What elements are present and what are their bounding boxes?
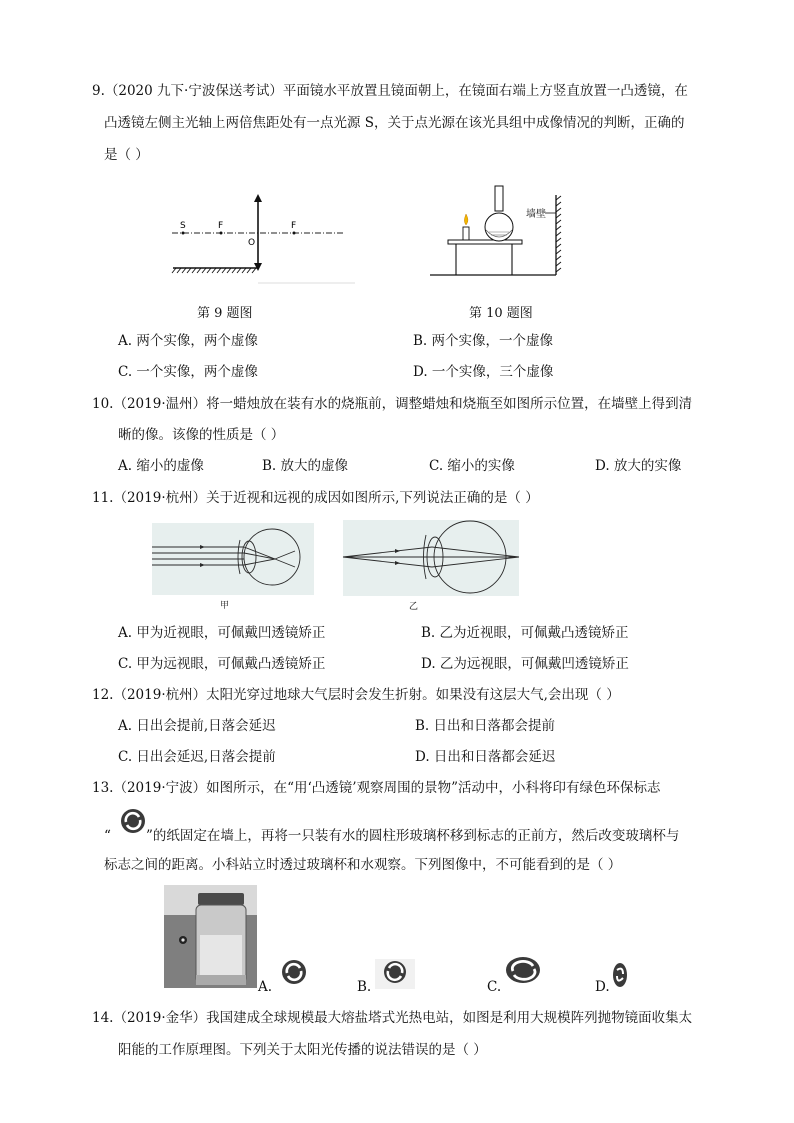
q9-option-a[interactable]: A. 两个实像，两个虚像 [118, 333, 258, 349]
q12-option-d[interactable]: D. 日出和日落都会延迟 [415, 749, 556, 765]
point-f1-label: F [218, 221, 224, 231]
q12-option-c[interactable]: C. 日出会延迟,日落会提前 [118, 749, 276, 765]
q9-option-d[interactable]: D. 一个实像，三个虚像 [413, 364, 554, 380]
q13-option-d[interactable]: D. [595, 979, 610, 995]
q10-option-c[interactable]: C. 缩小的实像 [429, 458, 515, 474]
q11-option-a[interactable]: A. 甲为近视眼，可佩戴凹透镜矫正 [118, 625, 326, 641]
q10-caption: 第 10 题图 [469, 306, 533, 321]
q13-option-c[interactable]: C. [487, 979, 502, 995]
q11-option-d[interactable]: D. 乙为远视眼，可佩戴凹透镜矫正 [421, 656, 629, 672]
q9-line1: 9.（2020 九下·宁波保送考试）平面镜水平放置且镜面朝上，在镜面右端上方竖直放置一凸透镜，在 [92, 83, 688, 99]
q12-option-a[interactable]: A. 日出会提前,日落会延迟 [118, 718, 276, 734]
q9-line2: 凸透镜左侧主光轴上两倍焦距处有一点光源 S，关于点光源在该光具组中成像情况的判断，正确的 [104, 115, 685, 131]
q9-option-c[interactable]: C. 一个实像，两个虚像 [118, 364, 258, 380]
q13-line3: 标志之间的距离。小科站立时透过玻璃杯和水观察。下列图像中，不可能看到的是（ ） [104, 857, 622, 873]
q10-line1: 10.（2019·温州）将一蜡烛放在装有水的烧瓶前，调整蜡烛和烧瓶至如图所示位置，在墙壁上得到清 [92, 396, 693, 412]
point-s-label: S [180, 221, 186, 231]
q11-option-c[interactable]: C. 甲为远视眼，可佩戴凸透镜矫正 [118, 656, 326, 672]
q11-line1: 11.（2019·杭州）关于近视和远视的成因如图所示,下列说法正确的是（ ） [92, 490, 539, 506]
q10-option-d[interactable]: D. 放大的实像 [595, 458, 682, 474]
q14-line1: 14.（2019·金华）我国建成全球规模最大熔盐塔式光热电站，如图是利用大规模阵列抛物镜面收集太 [92, 1010, 693, 1026]
q11-label-jia: 甲 [220, 601, 230, 611]
q9-caption: 第 9 题图 [197, 306, 253, 321]
q13-line2: ”的纸固定在墙上，再将一只装有水的圆柱形玻璃杯移到标志的正前方，然后改变玻璃杯与 [146, 828, 680, 844]
q10-option-a[interactable]: A. 缩小的虚像 [118, 458, 204, 474]
q14-line2: 阳能的工作原理图。下列关于太阳光传播的说法错误的是（ ） [118, 1042, 487, 1058]
point-f2-label: F [291, 221, 297, 231]
q9-line3: 是（ ） [104, 147, 149, 163]
point-o-label: O [248, 238, 256, 248]
q10-option-b[interactable]: B. 放大的虚像 [262, 458, 349, 474]
q11-label-yi: 乙 [409, 602, 419, 612]
q11-option-b[interactable]: B. 乙为近视眼，可佩戴凸透镜矫正 [421, 625, 629, 641]
q13-option-a[interactable]: A. [258, 979, 273, 995]
q9-option-b[interactable]: B. 两个实像，一个虚像 [413, 333, 554, 349]
q12-line1: 12.（2019·杭州）太阳光穿过地球大气层时会发生折射。如果没有这层大气,会出现（ ） [92, 687, 620, 703]
q10-line2: 晰的像。该像的性质是（ ） [118, 427, 285, 443]
q13-option-b[interactable]: B. [357, 979, 372, 995]
q13-line1: 13.（2019·宁波）如图所示，在“用‘凸透镜’观察周围的景物”活动中，小科将印有绿色环保标志 [92, 780, 661, 796]
q12-option-b[interactable]: B. 日出和日落都会提前 [415, 718, 556, 734]
wall-label: 墙壁 [526, 209, 546, 220]
q13-line2-open: “ [104, 828, 111, 844]
